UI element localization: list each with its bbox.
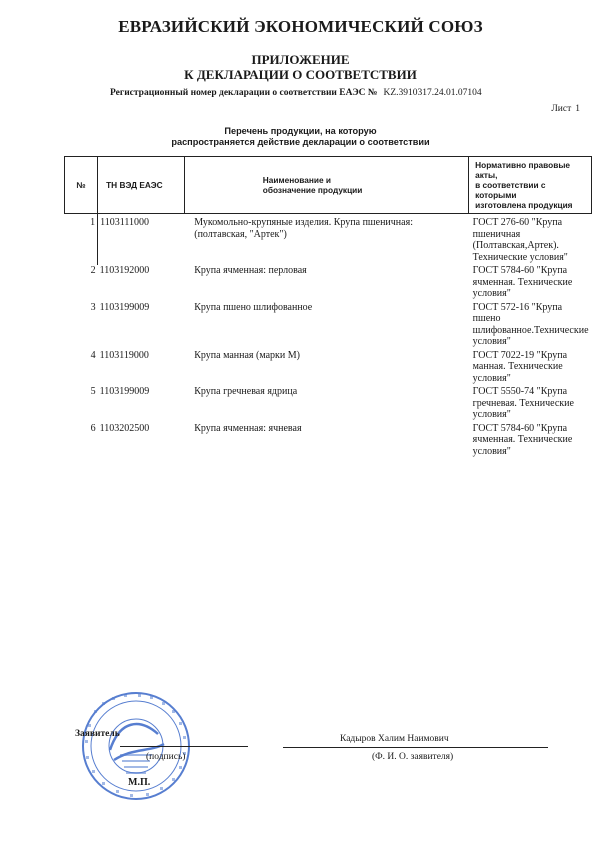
union-title: ЕВРАЗИЙСКИЙ ЭКОНОМИЧЕСКИЙ СОЮЗ <box>118 17 483 36</box>
row-num: 3 <box>90 301 96 313</box>
row-code: 1103111000 <box>98 214 185 266</box>
list-title-line-2: распространяется действие декларации о соответствии <box>171 137 430 147</box>
table-row <box>65 350 592 387</box>
sheet-indicator <box>551 104 580 114</box>
header-name-line-1: Наименование и <box>262 175 332 185</box>
row-norm: ГОСТ 5784-60 "Крупа ячменная. Технические условия" <box>472 265 573 299</box>
applicant-label: Заявитель <box>75 729 120 739</box>
row-num: 5 <box>90 386 96 397</box>
row-name: Мукомольно-крупяные изделия. Крупа пшеничная: (полтавская, "Артек") <box>194 217 413 240</box>
row-norm: ГОСТ 5550-74 "Крупа гречневая. Технические условия" <box>472 386 574 420</box>
row-name: Крупа манная (марки М) <box>194 349 300 361</box>
header-code: ТН ВЭД ЕАЭС <box>98 157 185 214</box>
appendix-title: ПРИЛОЖЕНИЕ <box>251 52 350 67</box>
row-code: 1103202500 <box>99 422 150 434</box>
row-name: Крупа ячменная: ячневая <box>194 422 302 434</box>
header-num: № <box>65 157 98 214</box>
row-num: 6 <box>90 422 96 434</box>
registration-number: KZ.3910317.24.01.07104 <box>383 88 482 98</box>
applicant-name: Кадыров Халим Наимович <box>340 734 449 744</box>
row-name: Крупа гречневая ядрица <box>194 386 298 397</box>
row-norm: ГОСТ 276-60 "Крупа пшеничная (Полтавская,Артек). Технические условия" <box>472 217 568 263</box>
name-caption: (Ф. И. О. заявителя) <box>372 752 454 762</box>
sheet-label: Лист <box>551 104 572 114</box>
products-table <box>64 156 592 459</box>
row-name: Крупа пшено шлифованное <box>194 301 313 313</box>
sheet-number: 1 <box>575 104 580 114</box>
row-norm: ГОСТ 7022-19 "Крупа манная. Технические условия" <box>472 349 568 384</box>
header-norm-line-1: Нормативно правовые акты, <box>475 160 571 180</box>
header-name-line-2: обозначение продукции <box>262 185 363 195</box>
row-num: 2 <box>90 265 96 276</box>
table-row <box>65 386 592 423</box>
table-row <box>65 265 592 302</box>
header-name <box>184 157 468 214</box>
header-norm <box>469 157 592 214</box>
name-line <box>283 747 548 748</box>
header-norm-line-3: изготовлена продукция <box>475 200 573 210</box>
seal-label: М.П. <box>128 777 151 788</box>
row-code: 1103192000 <box>99 265 150 276</box>
row-norm: ГОСТ 572-16 "Крупа пшено шлифованное.Технические условия" <box>472 301 589 347</box>
table-row <box>65 423 592 460</box>
signature-caption: (подпись) <box>146 752 186 762</box>
registration-label: Регистрационный номер декларации о соответствии ЕАЭС № <box>110 88 378 98</box>
table-row <box>65 214 592 266</box>
row-code: 1103119000 <box>99 349 149 361</box>
table-row <box>65 302 592 350</box>
row-num: 1 <box>90 217 96 228</box>
product-list-title <box>0 126 601 148</box>
registration-line <box>110 88 590 98</box>
signature-line <box>120 746 248 747</box>
list-title-line-1: Перечень продукции, на которую <box>224 126 377 136</box>
appendix-subtitle: К ДЕКЛАРАЦИИ О СООТВЕТСТВИИ <box>184 67 417 82</box>
row-num: 4 <box>90 349 96 361</box>
row-norm: ГОСТ 5784-60 "Крупа ячменная. Технические условия" <box>472 422 573 457</box>
table-header-row <box>65 157 592 214</box>
row-code: 1103199009 <box>99 301 150 313</box>
header-norm-line-2: в соответствии с которыми <box>475 180 546 200</box>
row-code: 1103199009 <box>99 386 150 397</box>
row-name: Крупа ячменная: перловая <box>194 265 307 276</box>
